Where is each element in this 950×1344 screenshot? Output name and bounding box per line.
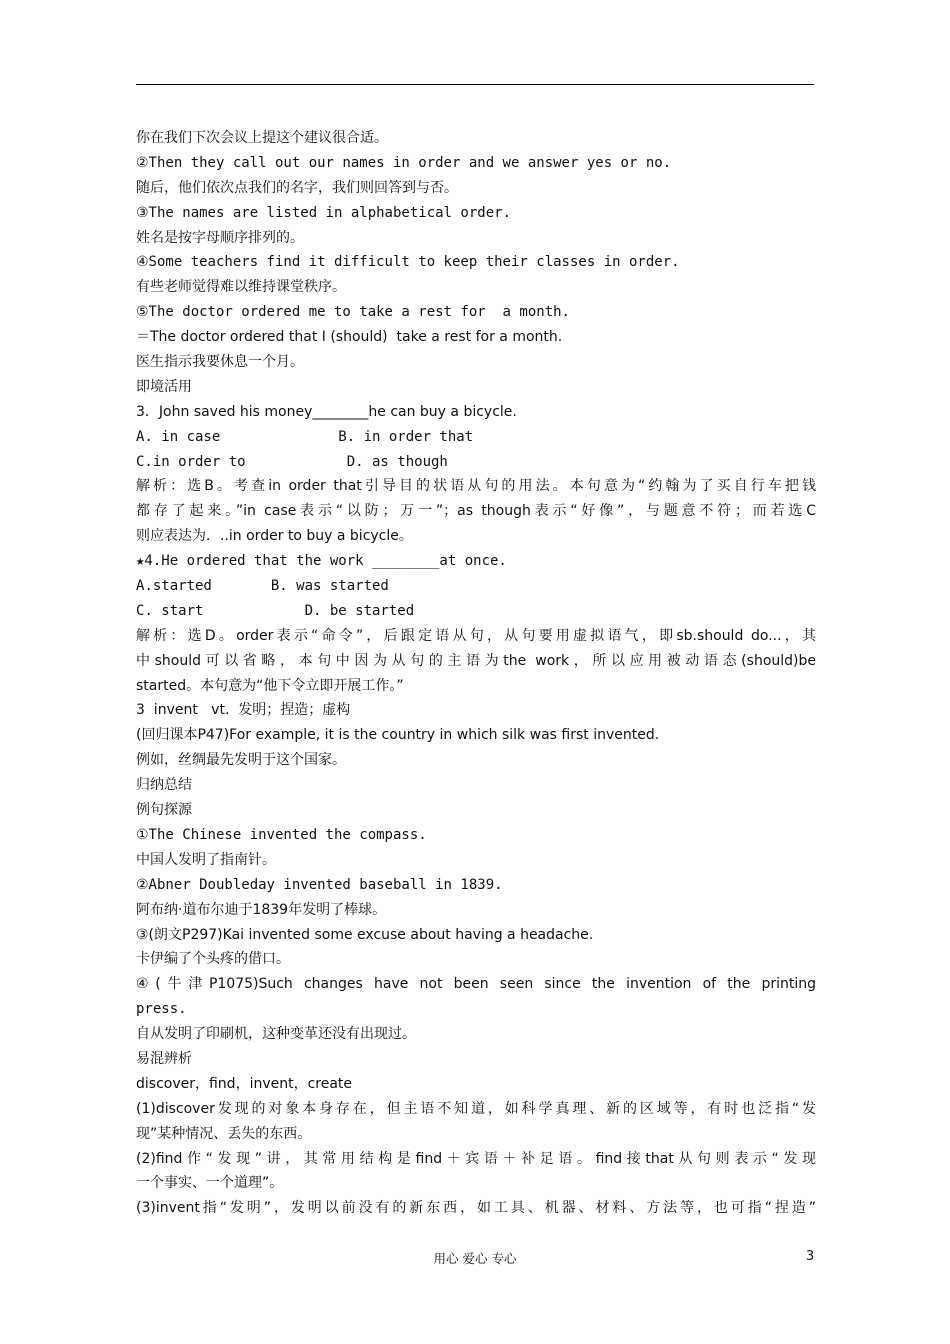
- text-line: (3)invent指“发明”，发明以前没有的新东西，如工具、机器、材料、方法等，也可指“捏造”: [136, 1200, 816, 1217]
- text-line: 例如，丝绸最先发明于这个国家。: [136, 752, 346, 769]
- text-line: A.started B. was started: [136, 578, 389, 595]
- text-line: 解析：选B。考查in order that引导目的状语从句的用法。本句意为“约翰为了买自行车把钱: [136, 478, 816, 495]
- text-line: ②Abner Doubleday invented baseball in 1839.: [136, 876, 503, 893]
- text-line: 3 invent vt. 发明；捏造；虚构: [136, 702, 351, 719]
- text-line: started。本句意为“他下令立即开展工作。”: [136, 677, 404, 694]
- text-line: ★4.He ordered that the work ________at once.: [136, 553, 507, 570]
- text-line: ⑤The doctor ordered me to take a rest for a month.: [136, 304, 570, 321]
- footer-slogan: 用心 爱心 专心: [433, 1251, 517, 1266]
- text-line: ②Then they call out our names in order and we answer yes or no.: [136, 154, 672, 171]
- text-line: ①The Chinese invented the compass.: [136, 826, 427, 843]
- text-line: 有些老师觉得难以维持课堂秩序。: [136, 279, 346, 296]
- text-line: ④Some teachers find it difficult to keep their classes in order.: [136, 254, 680, 271]
- text-line: ＝The doctor ordered that I (should) take a rest for a month.: [136, 329, 563, 346]
- text-line: press.: [136, 1001, 187, 1018]
- text-line: 卡伊编了个头疼的借口。: [136, 951, 290, 968]
- text-line: 即境活用: [136, 378, 192, 395]
- text-line: (2)find作“发现”讲，其常用结构是find＋宾语＋补足语。find接that从句则表示“发现: [136, 1150, 816, 1167]
- text-line: C. start D. be started: [136, 602, 415, 619]
- text-line: 阿布纳·道布尔迪于1839年发明了棒球。: [136, 901, 387, 918]
- text-line: 随后，他们依次点我们的名字，我们则回答到与否。: [136, 179, 458, 196]
- text-line: 现”某种情况、丢失的东西。: [136, 1125, 312, 1142]
- text-line: C.in order to D. as though: [136, 453, 448, 470]
- text-line: 一个事实、一个道理”。: [136, 1175, 284, 1192]
- text-line: 你在我们下次会议上提这个建议很合适。: [136, 130, 388, 146]
- page-number: 3: [806, 1249, 815, 1264]
- text-line: 则应表达为．..in order to buy a bicycle。: [136, 528, 413, 545]
- header-rule: [136, 84, 814, 85]
- text-line: 医生指示我要休息一个月。: [136, 354, 304, 371]
- text-line: (1)discover发现的对象本身存在，但主语不知道，如科学真理、新的区域等，有时也泛指“发: [136, 1100, 816, 1117]
- text-line: ③(朗文P297)Kai invented some excuse about having a headache.: [136, 926, 594, 943]
- text-line: 都存了起来。”in case表示“以防；万一”；as though表示“好像”，与题意不符；而若选C: [136, 503, 816, 520]
- text-line: 例句探源: [136, 802, 192, 819]
- text-line: 中should可以省略，本句中因为从句的主语为the work，所以应用被动语态(should)be: [136, 652, 816, 669]
- text-line: ③The names are listed in alphabetical order.: [136, 204, 511, 221]
- text-line: 归纳总结: [136, 777, 192, 794]
- text-line: 3．John saved his money________he can buy a bicycle.: [136, 403, 517, 420]
- text-line: 姓名是按字母顺序排列的。: [136, 229, 304, 246]
- text-line: ④(牛津P1075)Such changes have not been seen since the invention of the printing: [136, 976, 816, 993]
- text-line: 解析：选D。order表示“命令”，后跟定语从句，从句要用虚拟语气，即sb.should do...，其: [136, 627, 816, 644]
- text-line: 自从发明了印刷机，这种变革还没有出现过。: [136, 1026, 416, 1043]
- text-line: A. in case B. in order that: [136, 428, 474, 445]
- text-line: (回归课本P47)For example, it is the country in which silk was first invented.: [136, 727, 660, 744]
- text-line: 中国人发明了指南针。: [136, 851, 276, 868]
- text-line: discover，find，invent，create: [136, 1075, 353, 1092]
- document-body: [136, 126, 816, 1221]
- text-line: 易混辨析: [136, 1050, 192, 1067]
